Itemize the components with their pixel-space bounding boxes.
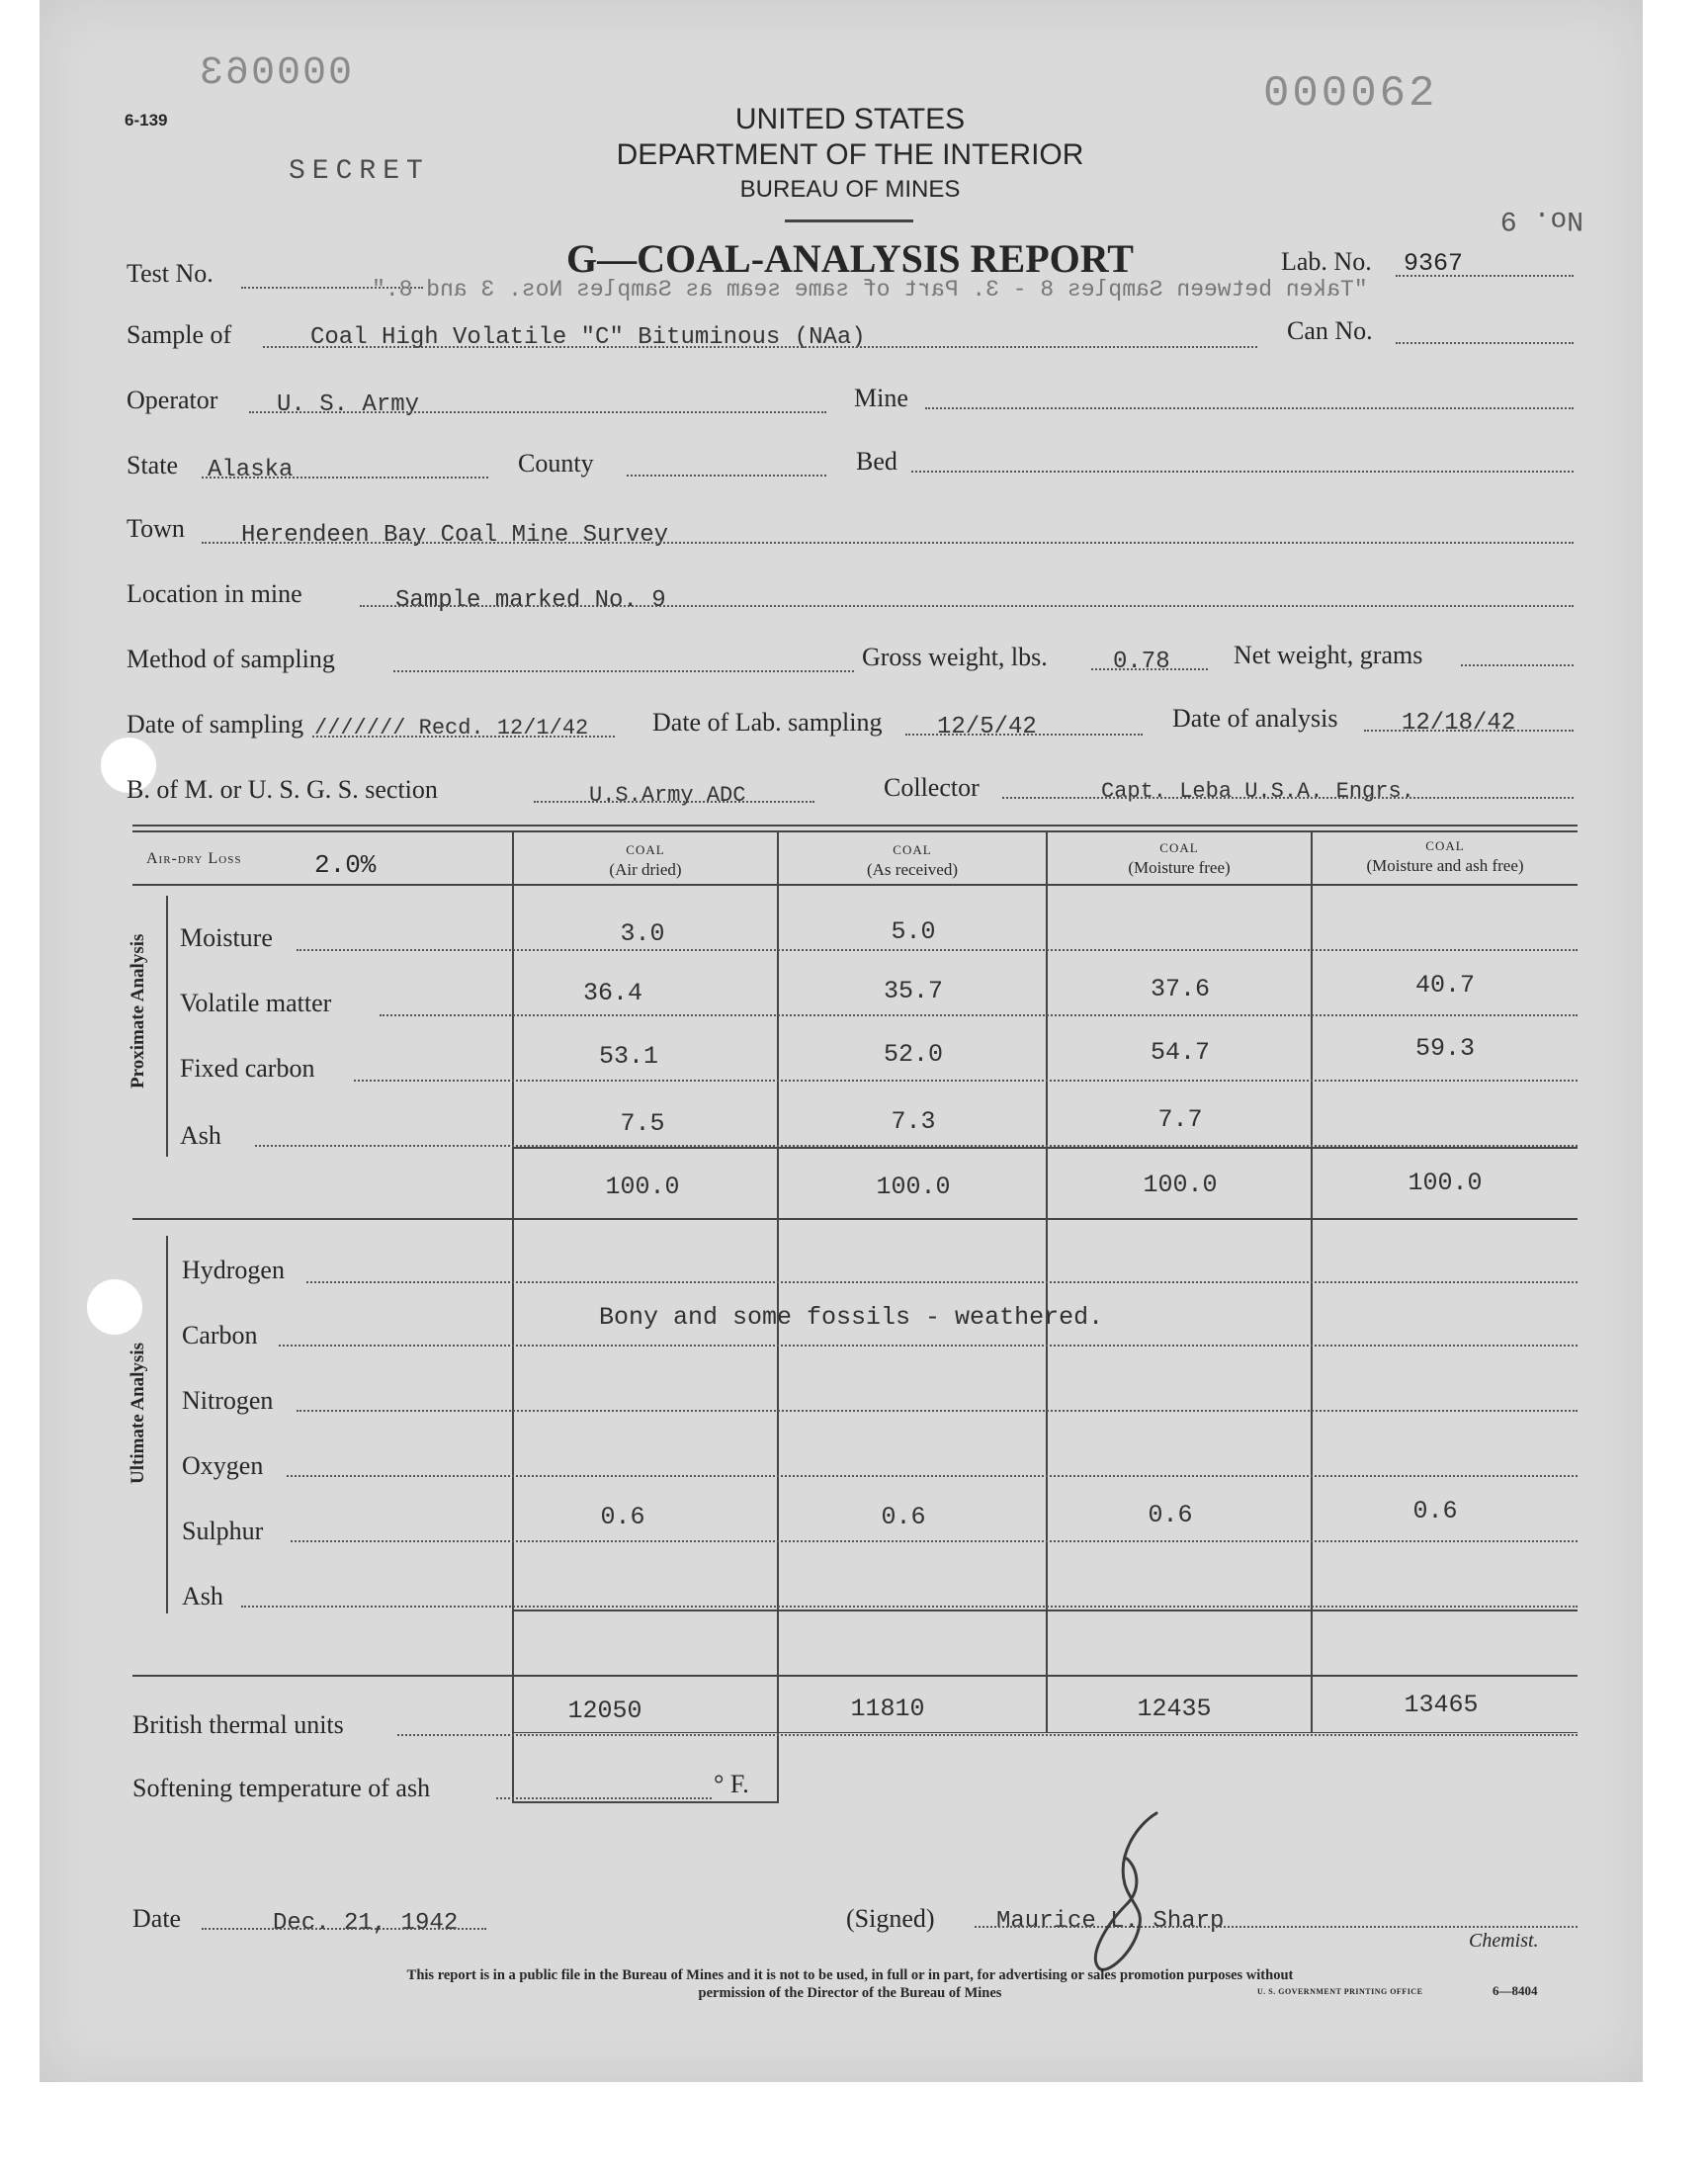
btu-air-dried: 12050 [567,1696,642,1725]
date-lab-value: 12/5/42 [937,714,1037,740]
handwritten-sample-number: No. 9 [1500,204,1584,234]
stamp-number-top-right: 000062 [1263,69,1438,119]
btu-as-received: 11810 [850,1695,925,1723]
header-bottom-rule [132,884,1578,886]
total-ash-free: 100.0 [1408,1169,1483,1197]
collector-line [1002,797,1574,799]
lab-no-label: Lab. No. [1281,247,1372,276]
row-line-carbon [279,1345,1578,1347]
bed-label: Bed [856,447,897,476]
date-analysis-label: Date of analysis [1172,704,1338,733]
fixed-carbon-air-dried: 53.1 [598,1042,658,1071]
operator-label: Operator [127,386,218,414]
row-label-hydrogen: Hydrogen [182,1256,285,1284]
column-header-moisture-ash-free-line1: COAL [1425,838,1465,853]
location-value: Sample marked No. 9 [395,587,666,614]
town-label: Town [127,514,185,543]
volatile-moisture-free: 37.6 [1150,975,1210,1003]
column-header-moisture-ash-free [1313,836,1578,876]
column-header-as-received [779,840,1046,880]
lab-no-value: 9367 [1404,249,1464,278]
row-label-moisture: Moisture [180,923,273,952]
row-line-ultimate-ash [241,1606,1578,1608]
county-label: County [518,449,594,478]
signature-scrawl [1048,1805,1166,1983]
column-header-air-dried [514,840,777,880]
section-label: B. of M. or U. S. G. S. section [127,775,438,804]
volatile-as-received: 35.7 [883,977,943,1005]
softening-line [496,1797,712,1799]
sample-of-label: Sample of [127,320,232,349]
column-divider-1 [512,832,514,1801]
moisture-air-dried: 3.0 [620,919,665,948]
printing-office: U. S. GOVERNMENT PRINTING OFFICE [1257,1987,1423,1996]
row-line-fixed-carbon [354,1080,1578,1082]
row-label-ash: Ash [180,1121,221,1150]
row-line-oxygen [287,1475,1578,1477]
date-lab-line [905,734,1143,736]
total-moisture-free: 100.0 [1143,1171,1218,1199]
fixed-carbon-moisture-free: 54.7 [1150,1038,1210,1067]
row-label-volatile-matter: Volatile matter [180,989,332,1017]
can-no-label: Can No. [1287,316,1373,345]
notice-line-2: permission of the Director of the Bureau of Mines [698,1985,1002,2001]
signed-name: Maurice L. Sharp [996,1908,1225,1935]
btu-ash-free: 13465 [1404,1691,1479,1719]
footer-date-value: Dec. 21, 1942 [273,1910,459,1937]
agency-line-2: DEPARTMENT OF THE INTERIOR [616,138,1084,171]
sample-of-value: Coal High Volatile "C" Bituminous (NAa) [310,324,866,351]
row-line-hydrogen [306,1281,1578,1283]
operator-value: U. S. Army [277,392,420,418]
ultimate-subtotal-rule [514,1610,1578,1611]
ash-air-dried: 7.5 [620,1109,665,1138]
volatile-ash-free: 40.7 [1414,971,1475,1000]
agency-line-1: UNITED STATES [734,103,966,135]
table-top-rule [132,825,1578,826]
county-line [627,475,826,477]
row-label-carbon: Carbon [182,1321,258,1349]
section-line [534,801,814,803]
row-label-oxygen: Oxygen [182,1451,264,1480]
date-sampling-value: /////// Recd. 12/1/42 [314,716,589,740]
sulphur-as-received: 0.6 [881,1503,926,1531]
row-label-sulphur: Sulphur [182,1517,264,1545]
method-line [393,670,854,672]
column-header-moisture-free-line1: COAL [1159,840,1199,855]
net-weight-line [1461,664,1574,666]
form-code: 6—8404 [1493,1983,1538,1998]
volatile-air-dried: 36.4 [582,979,642,1007]
date-sampling-line [312,736,615,738]
ultimate-analysis-label: Ultimate Analysis [128,1342,148,1484]
punch-hole-bottom [87,1279,142,1335]
total-air-dried: 100.0 [605,1173,680,1201]
softening-box-bottom [512,1801,779,1803]
classification-stamp: SECRET [289,156,430,187]
notice-line-1: This report is in a public file in the Bureau of Mines and it is not to be used, in full or in part, for advertising or sales promotion purposes without [406,1967,1294,1983]
date-sampling-label: Date of sampling [127,710,304,739]
gross-weight-label: Gross weight, lbs. [862,643,1048,671]
moisture-as-received: 5.0 [891,917,936,946]
location-line [360,605,1574,607]
btu-bottom-rule [514,1732,1578,1733]
report-title: G—COAL-ANALYSIS REPORT [566,236,1134,281]
column-header-air-dried-line1: COAL [626,842,665,857]
net-weight-label: Net weight, grams [1234,641,1423,669]
softening-label: Softening temperature of ash [132,1774,431,1802]
proximate-bracket [166,896,168,1157]
footer-date-line [202,1928,486,1930]
location-label: Location in mine [127,579,302,608]
totals-bottom-rule [132,1218,1578,1220]
btu-moisture-free: 12435 [1137,1695,1212,1723]
mine-line [925,407,1574,409]
gross-weight-line [1091,668,1208,670]
column-header-moisture-ash-free-line2: (Moisture and ash free) [1366,856,1524,875]
column-header-moisture-free [1048,838,1311,878]
date-lab-label: Date of Lab. sampling [652,708,883,737]
bed-line [911,471,1574,473]
collector-value: Capt. Leba U.S.A. Engrs. [1101,779,1414,804]
row-line-nitrogen [297,1410,1578,1412]
fixed-carbon-ash-free: 59.3 [1414,1034,1475,1063]
date-analysis-line [1364,730,1574,732]
ash-moisture-free: 7.7 [1157,1105,1203,1134]
btu-line [397,1734,1578,1736]
fixed-carbon-as-received: 52.0 [883,1040,943,1069]
ash-as-received: 7.3 [891,1107,936,1136]
analysis-remark: Bony and some fossils - weathered. [599,1303,1104,1332]
state-value: Alaska [208,457,294,483]
softening-unit: ° F. [714,1770,749,1798]
ultimate-bracket [166,1236,168,1613]
row-line-moisture [297,949,1578,951]
row-line-volatile-matter [380,1014,1578,1016]
footer-date-label: Date [132,1904,182,1933]
mirrored-stamp-number: 000063 [198,51,353,96]
column-header-as-received-line1: COAL [893,842,932,857]
row-label-fixed-carbon: Fixed carbon [180,1054,315,1083]
test-no-label: Test No. [127,259,214,288]
air-dry-loss-label: Air-dry Loss [146,850,242,867]
subtotal-rule [514,1147,1578,1149]
air-dry-loss-value: 2.0% [314,850,377,880]
column-header-air-dried-line2: (Air dried) [609,860,682,879]
table-top-rule-2 [132,830,1578,832]
sulphur-air-dried: 0.6 [600,1503,645,1531]
sulphur-ash-free: 0.6 [1412,1497,1458,1525]
total-as-received: 100.0 [876,1173,951,1201]
proximate-analysis-label: Proximate Analysis [128,933,148,1088]
collector-label: Collector [884,773,980,802]
btu-top-rule [132,1675,1578,1677]
sulphur-moisture-free: 0.6 [1148,1501,1193,1529]
sample-of-line [263,346,1257,348]
operator-line [249,411,826,413]
header-rule [785,219,913,222]
mine-label: Mine [854,384,908,412]
column-header-moisture-free-line2: (Moisture free) [1128,858,1231,877]
row-label-ultimate-ash: Ash [182,1582,223,1610]
form-number: 6-139 [125,111,168,130]
bleed-through-note: "Taken between Samples 8 - 3. Part of same seam as Samples Nos. 3 and 8." [372,277,1368,303]
town-value: Herendeen Bay Coal Mine Survey [241,522,669,549]
method-label: Method of sampling [127,645,335,673]
agency-line-3: BUREAU OF MINES [739,176,961,203]
state-label: State [127,451,178,479]
chemist-title: Chemist. [1469,1930,1539,1952]
state-line [202,477,488,478]
row-label-nitrogen: Nitrogen [182,1386,274,1415]
column-header-as-received-line2: (As received) [866,860,959,879]
date-analysis-value: 12/18/42 [1402,710,1516,737]
section-value: U.S.Army ADC [589,783,746,808]
btu-label: British thermal units [132,1710,344,1739]
signed-label: (Signed) [846,1904,935,1933]
town-line [202,542,1574,544]
can-no-line [1396,342,1574,344]
lab-no-line [1396,275,1574,277]
gross-weight-value: 0.78 [1113,649,1170,675]
row-line-sulphur [291,1540,1578,1542]
